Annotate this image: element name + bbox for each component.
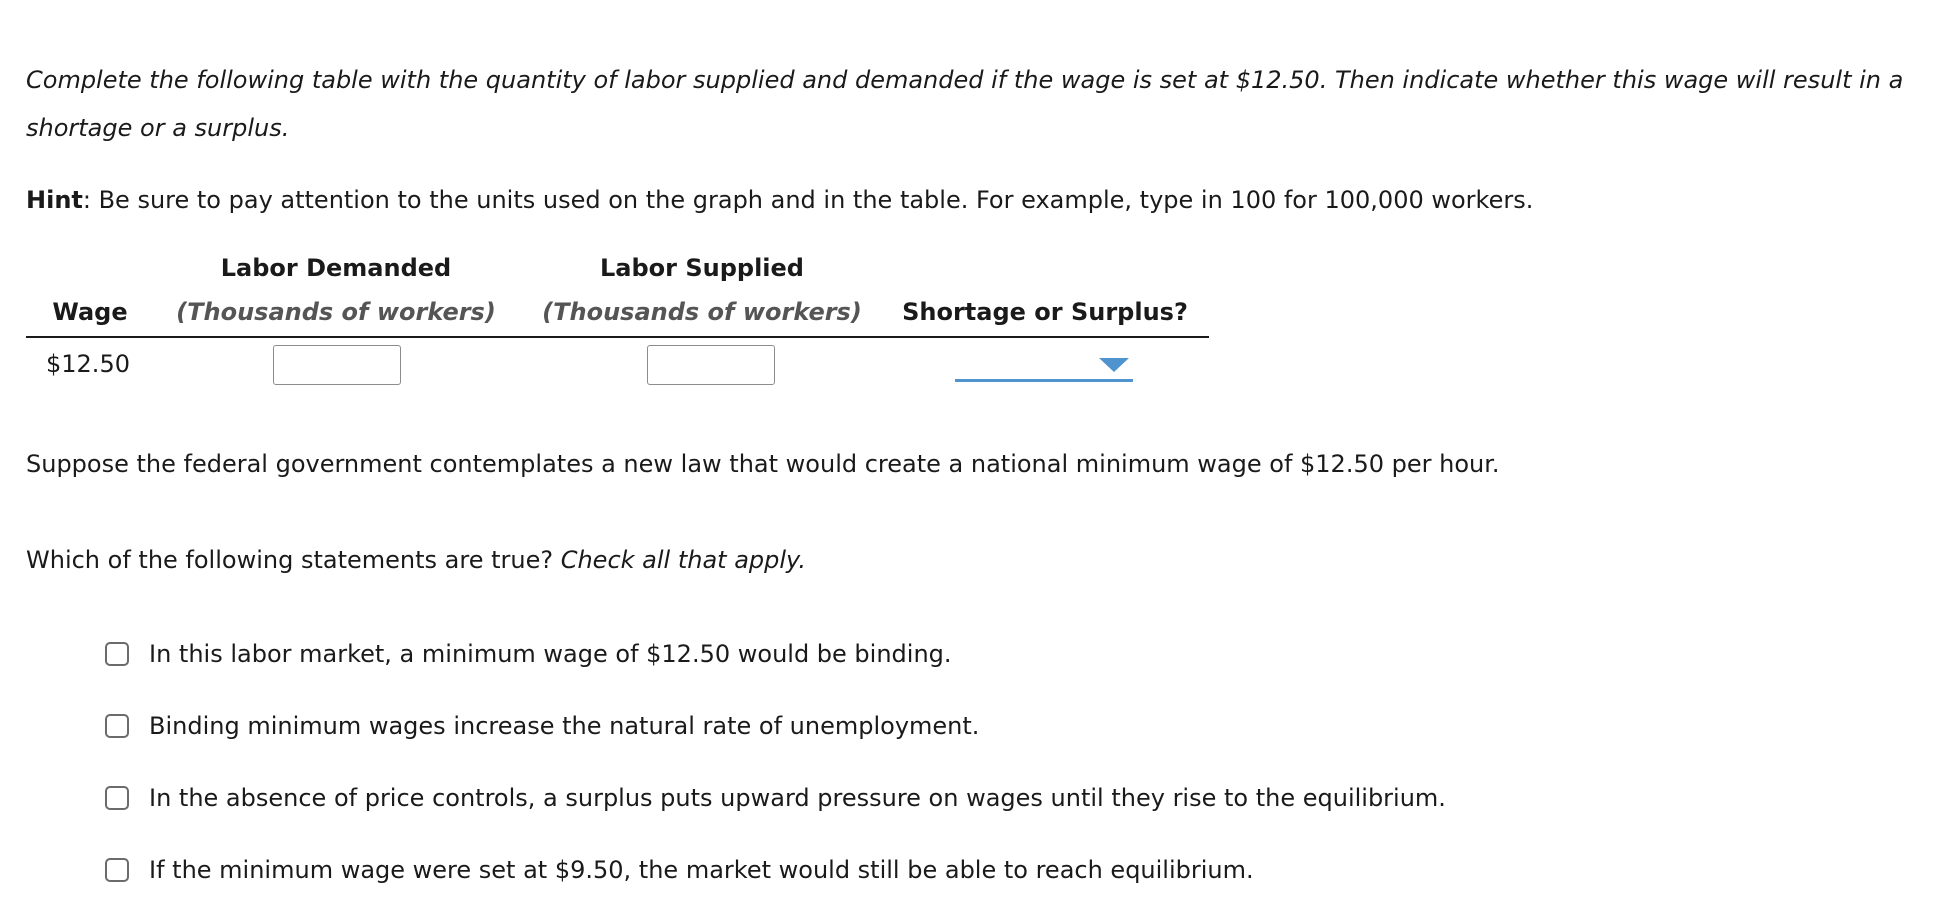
hint-label: Hint	[26, 186, 83, 214]
hint-body: : Be sure to pay attention to the units used on the graph and in the table. For example, type in 100 for 100,000 workers.	[82, 186, 1534, 214]
labor-demanded-input[interactable]	[273, 345, 401, 385]
scenario-text: Suppose the federal government contemplates a new law that would create a national minimum wage of $12.50 per hour.	[26, 450, 1500, 478]
shortage-surplus-dropdown[interactable]	[955, 340, 1133, 382]
header-shortage-surplus: Shortage or Surplus?	[902, 298, 1188, 326]
header-labor-demanded: Labor Demanded	[220, 254, 452, 282]
hint-text	[26, 180, 1533, 220]
table-header-divider	[26, 336, 1209, 338]
checkbox-option-2[interactable]	[105, 714, 129, 738]
question-body: Which of the following statements are true?	[26, 546, 561, 574]
header-labor-supplied: Labor Supplied	[600, 254, 804, 282]
option-3-label: In the absence of price controls, a surplus puts upward pressure on wages until they rise to the equilibrium.	[149, 784, 1446, 812]
option-4-label: If the minimum wage were set at $9.50, the market would still be able to reach equilibrium.	[149, 856, 1254, 884]
caret-down-icon	[1099, 358, 1129, 372]
checkbox-option-1[interactable]	[105, 642, 129, 666]
header-wage: Wage	[52, 298, 128, 326]
question-text	[26, 540, 806, 580]
option-4[interactable]	[105, 850, 1254, 890]
checkbox-option-3[interactable]	[105, 786, 129, 810]
header-labor-supplied-unit: (Thousands of workers)	[542, 298, 862, 326]
option-3[interactable]	[105, 778, 1446, 818]
header-labor-demanded-unit: (Thousands of workers)	[176, 298, 496, 326]
option-2[interactable]	[105, 706, 979, 746]
labor-supplied-input[interactable]	[647, 345, 775, 385]
option-2-label: Binding minimum wages increase the natural rate of unemployment.	[149, 712, 980, 740]
option-1-label: In this labor market, a minimum wage of $12.50 would be binding.	[149, 640, 952, 668]
instructions-text: Complete the following table with the quantity of labor supplied and demanded if the wage is set at $12.50. Then indicate whether this wage will result in a shortage or a surplus.	[26, 66, 1904, 142]
option-1[interactable]	[105, 634, 952, 674]
question-instruction: Check all that apply.	[560, 546, 807, 574]
checkbox-option-4[interactable]	[105, 858, 129, 882]
wage-cell: $12.50	[46, 350, 130, 378]
